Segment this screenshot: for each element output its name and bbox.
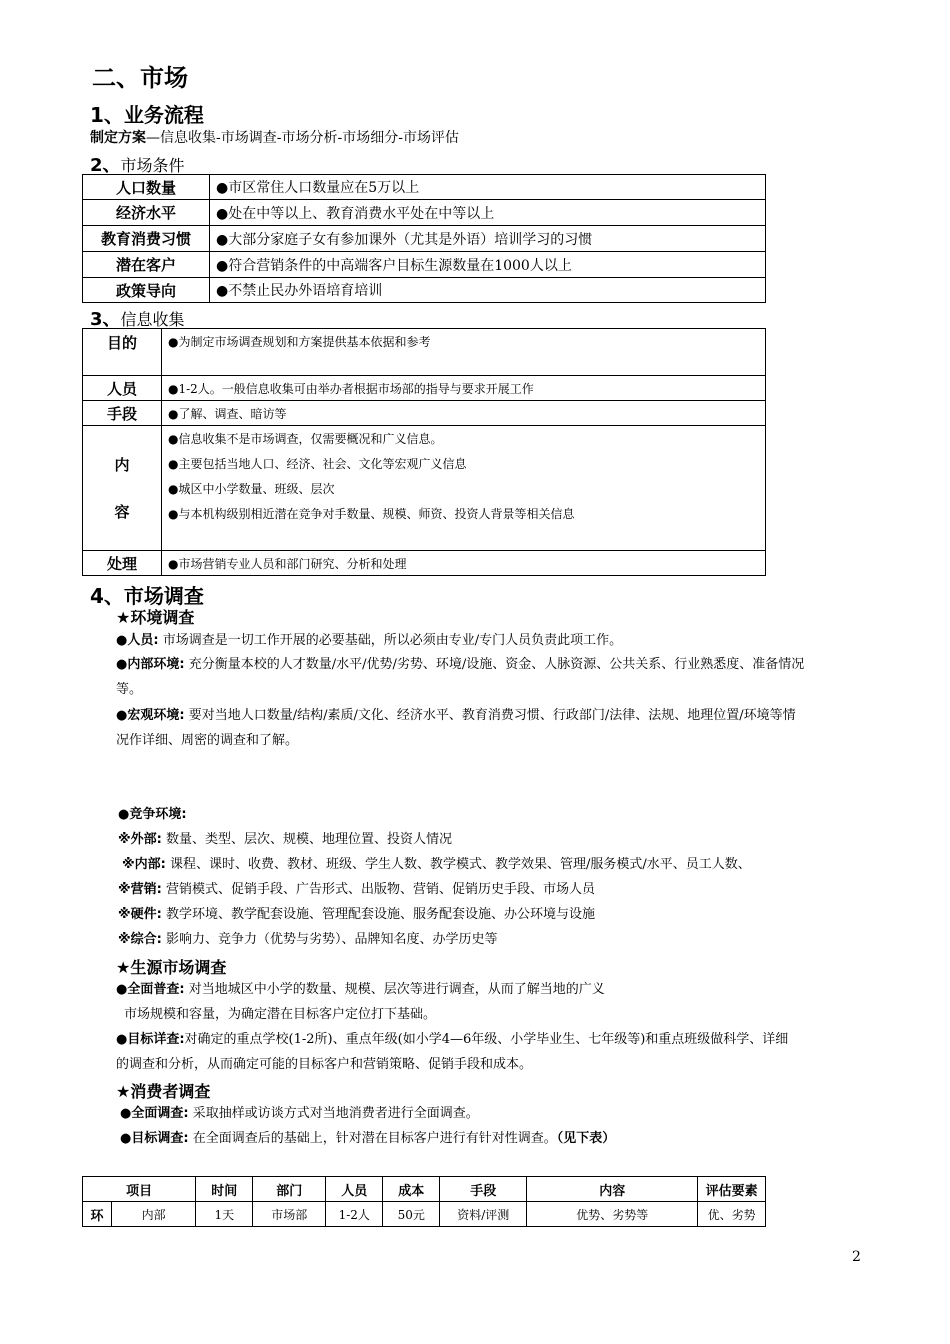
list-item: ●主要包括当地人口、经济、社会、文化等宏观广义信息 <box>168 457 467 471</box>
header-cell: 手段 <box>440 1177 527 1202</box>
header-cell: 人员 <box>326 1177 383 1202</box>
header-cell: 评估要素 <box>698 1177 766 1202</box>
condition-value: ●不禁止民办外语培育培训 <box>210 278 766 303</box>
info-content-list <box>162 426 766 551</box>
consumer-target-para <box>120 1126 615 1151</box>
condition-key: 政策导向 <box>83 278 210 303</box>
table-cell: 优势、劣势等 <box>527 1202 698 1227</box>
consumer-survey-title: ★消费者调查 <box>116 1082 211 1101</box>
consumer-full-label: ●全面调查: <box>120 1106 189 1121</box>
condition-key: 教育消费习惯 <box>83 226 210 252</box>
comp-marketing-text: 营销模式、促销手段、广告形式、出版物、营销、促销历史手段、市场人员 <box>165 882 595 897</box>
table-cell: 市场部 <box>253 1202 326 1227</box>
comp-overall-text: 影响力、竞争力（优势与劣势）、品牌知名度、办学历史等 <box>165 932 498 947</box>
header-cell: 成本 <box>383 1177 440 1202</box>
env-internal-label: ●内部环境: <box>116 657 185 672</box>
table-cell: 50元 <box>383 1202 440 1227</box>
table-row <box>83 200 766 226</box>
business-process-title: 1、业务流程 <box>90 103 204 127</box>
table-cell: 优、劣势 <box>698 1202 766 1227</box>
student-target-label: ●目标详查: <box>116 1032 185 1047</box>
info-value: ●市场营销专业人员和部门研究、分析和处理 <box>162 551 766 576</box>
student-full-cont: 市场规模和容量，为确定潜在目标客户定位打下基础。 <box>124 1007 437 1022</box>
table-row <box>83 1202 766 1227</box>
header-cell: 部门 <box>253 1177 326 1202</box>
condition-value: ●符合营销条件的中高端客户目标生源数量在1000人以上 <box>210 252 766 278</box>
comp-external-para <box>118 827 452 852</box>
comp-hardware-text: 教学环境、教学配套设施、管理配套设施、服务配套设施、办公环境与设施 <box>165 907 595 922</box>
info-collection-title: 信息收集 <box>120 310 185 329</box>
student-full-text: 对当地城区中小学的数量、规模、层次等进行调查，从而了解当地的广义 <box>188 982 605 997</box>
condition-value: ●处在中等以上、教育消费水平处在中等以上 <box>210 200 766 226</box>
student-target-text: 对确定的重点学校(1-2所)、重点年级(如小学4—6年级、小学毕业生、七年级等)和重点班级做科学、详细 <box>184 1032 789 1047</box>
business-process-flow <box>90 127 459 147</box>
env-macro-cont: 况作详细、周密的调查和了解。 <box>116 733 299 748</box>
comp-internal-text: 课程、课时、收费、教材、班级、学生人数、教学模式、教学效果、管理/服务模式/水平、员工人数、 <box>169 857 751 872</box>
comp-overall-para <box>118 927 498 952</box>
content-key-char: 内 <box>114 456 130 474</box>
comp-internal-para <box>122 852 751 877</box>
comp-marketing-label: ※营销: <box>118 882 162 897</box>
table-row <box>83 426 766 551</box>
content-key-char: 容 <box>114 503 130 521</box>
market-conditions-number: 2、 <box>90 155 121 176</box>
flow-text: —信息收集-市场调查-市场分析-市场细分-市场评估 <box>146 130 459 146</box>
env-macro-label: ●宏观环境: <box>116 708 185 723</box>
info-value: ●1-2人。一般信息收集可由举办者根据市场部的指导与要求开展工作 <box>162 376 766 401</box>
table-row <box>83 329 766 376</box>
condition-value: ●市区常住人口数量应在5万以上 <box>210 175 766 200</box>
competition-label <box>118 802 187 827</box>
consumer-target-note: （见下表） <box>556 1131 616 1146</box>
list-item: ●城区中小学数量、班级、层次 <box>168 482 335 496</box>
market-conditions-table <box>82 174 766 303</box>
condition-key: 经济水平 <box>83 200 210 226</box>
env-macro-text: 要对当地人口数量/结构/素质/文化、经济水平、教育消费习惯、行政部门/法律、法规、地理位置/环境等情 <box>188 708 796 723</box>
info-key: 处理 <box>83 551 162 576</box>
student-survey-title: ★生源市场调查 <box>116 958 227 977</box>
condition-key: 人口数量 <box>83 175 210 200</box>
survey-plan-table <box>82 1176 766 1227</box>
condition-value: ●大部分家庭子女有参加课外（尤其是外语）培训学习的习惯 <box>210 226 766 252</box>
table-cell: 1-2人 <box>326 1202 383 1227</box>
section-title: 二、市场 <box>92 64 188 92</box>
info-collection-number: 3、 <box>90 309 121 330</box>
env-survey-title: ★环境调查 <box>116 608 195 627</box>
market-survey-title: 4、市场调查 <box>90 584 204 608</box>
table-row <box>83 278 766 303</box>
env-staff-text: 市场调查是一切工作开展的必要基础，所以必须由专业/专门人员负责此项工作。 <box>162 633 623 648</box>
table-cell: 资料/评测 <box>440 1202 527 1227</box>
header-cell: 时间 <box>196 1177 253 1202</box>
comp-hardware-label: ※硬件: <box>118 907 162 922</box>
comp-internal-label: ※内部: <box>122 857 166 872</box>
market-conditions-title: 市场条件 <box>120 156 185 175</box>
competition-label-text: ●竞争环境: <box>118 807 187 822</box>
env-staff-para <box>116 628 866 653</box>
header-cell: 内容 <box>527 1177 698 1202</box>
student-target-cont: 的调查和分析，从而确定可能的目标客户和营销策略、促销手段和成本。 <box>116 1057 533 1072</box>
info-value: ●为制定市场调查规划和方案提供基本依据和参考 <box>162 329 766 376</box>
env-internal-text: 充分衡量本校的人才数量/水平/优势/劣势、环境/设施、资金、人脉资源、公共关系、行业熟悉度、准备情况 <box>188 657 805 672</box>
info-key-content <box>83 426 162 551</box>
table-row <box>83 401 766 426</box>
consumer-target-text: 在全面调查后的基础上，针对潜在目标客户进行有针对性调查。 <box>192 1131 557 1146</box>
student-target-para <box>116 1027 866 1052</box>
table-row <box>83 252 766 278</box>
student-full-label: ●全面普查: <box>116 982 185 997</box>
table-row <box>83 226 766 252</box>
student-full-para <box>116 977 866 1002</box>
env-internal-cont: 等。 <box>116 682 143 697</box>
env-macro-para <box>116 703 866 728</box>
info-collection-table <box>82 328 766 576</box>
env-internal-para <box>116 652 866 677</box>
comp-overall-label: ※综合: <box>118 932 162 947</box>
info-key: 人员 <box>83 376 162 401</box>
comp-marketing-para <box>118 877 595 902</box>
flow-label: 制定方案 <box>90 130 146 146</box>
row-group-cell: 环 <box>83 1202 112 1227</box>
info-key: 手段 <box>83 401 162 426</box>
table-header-row <box>83 1177 766 1202</box>
comp-hardware-para <box>118 902 595 927</box>
table-row <box>83 551 766 576</box>
condition-key: 潜在客户 <box>83 252 210 278</box>
consumer-target-label: ●目标调查: <box>120 1131 189 1146</box>
table-row <box>83 376 766 401</box>
comp-external-label: ※外部: <box>118 832 162 847</box>
env-staff-label: ●人员: <box>116 633 159 648</box>
page-number: 2 <box>852 1249 861 1265</box>
comp-external-text: 数量、类型、层次、规模、地理位置、投资人情况 <box>165 832 452 847</box>
list-item: ●与本机构级别相近潜在竞争对手数量、规模、师资、投资人背景等相关信息 <box>168 507 575 521</box>
info-value: ●了解、调查、暗访等 <box>162 401 766 426</box>
consumer-full-text: 采取抽样或访谈方式对当地消费者进行全面调查。 <box>192 1106 479 1121</box>
info-key: 目的 <box>83 329 162 376</box>
consumer-full-para <box>120 1101 479 1126</box>
table-cell: 内部 <box>112 1202 196 1227</box>
list-item: ●信息收集不是市场调查，仅需要概况和广义信息。 <box>168 432 443 446</box>
table-cell: 1天 <box>196 1202 253 1227</box>
header-cell: 项目 <box>83 1177 196 1202</box>
table-row <box>83 175 766 200</box>
